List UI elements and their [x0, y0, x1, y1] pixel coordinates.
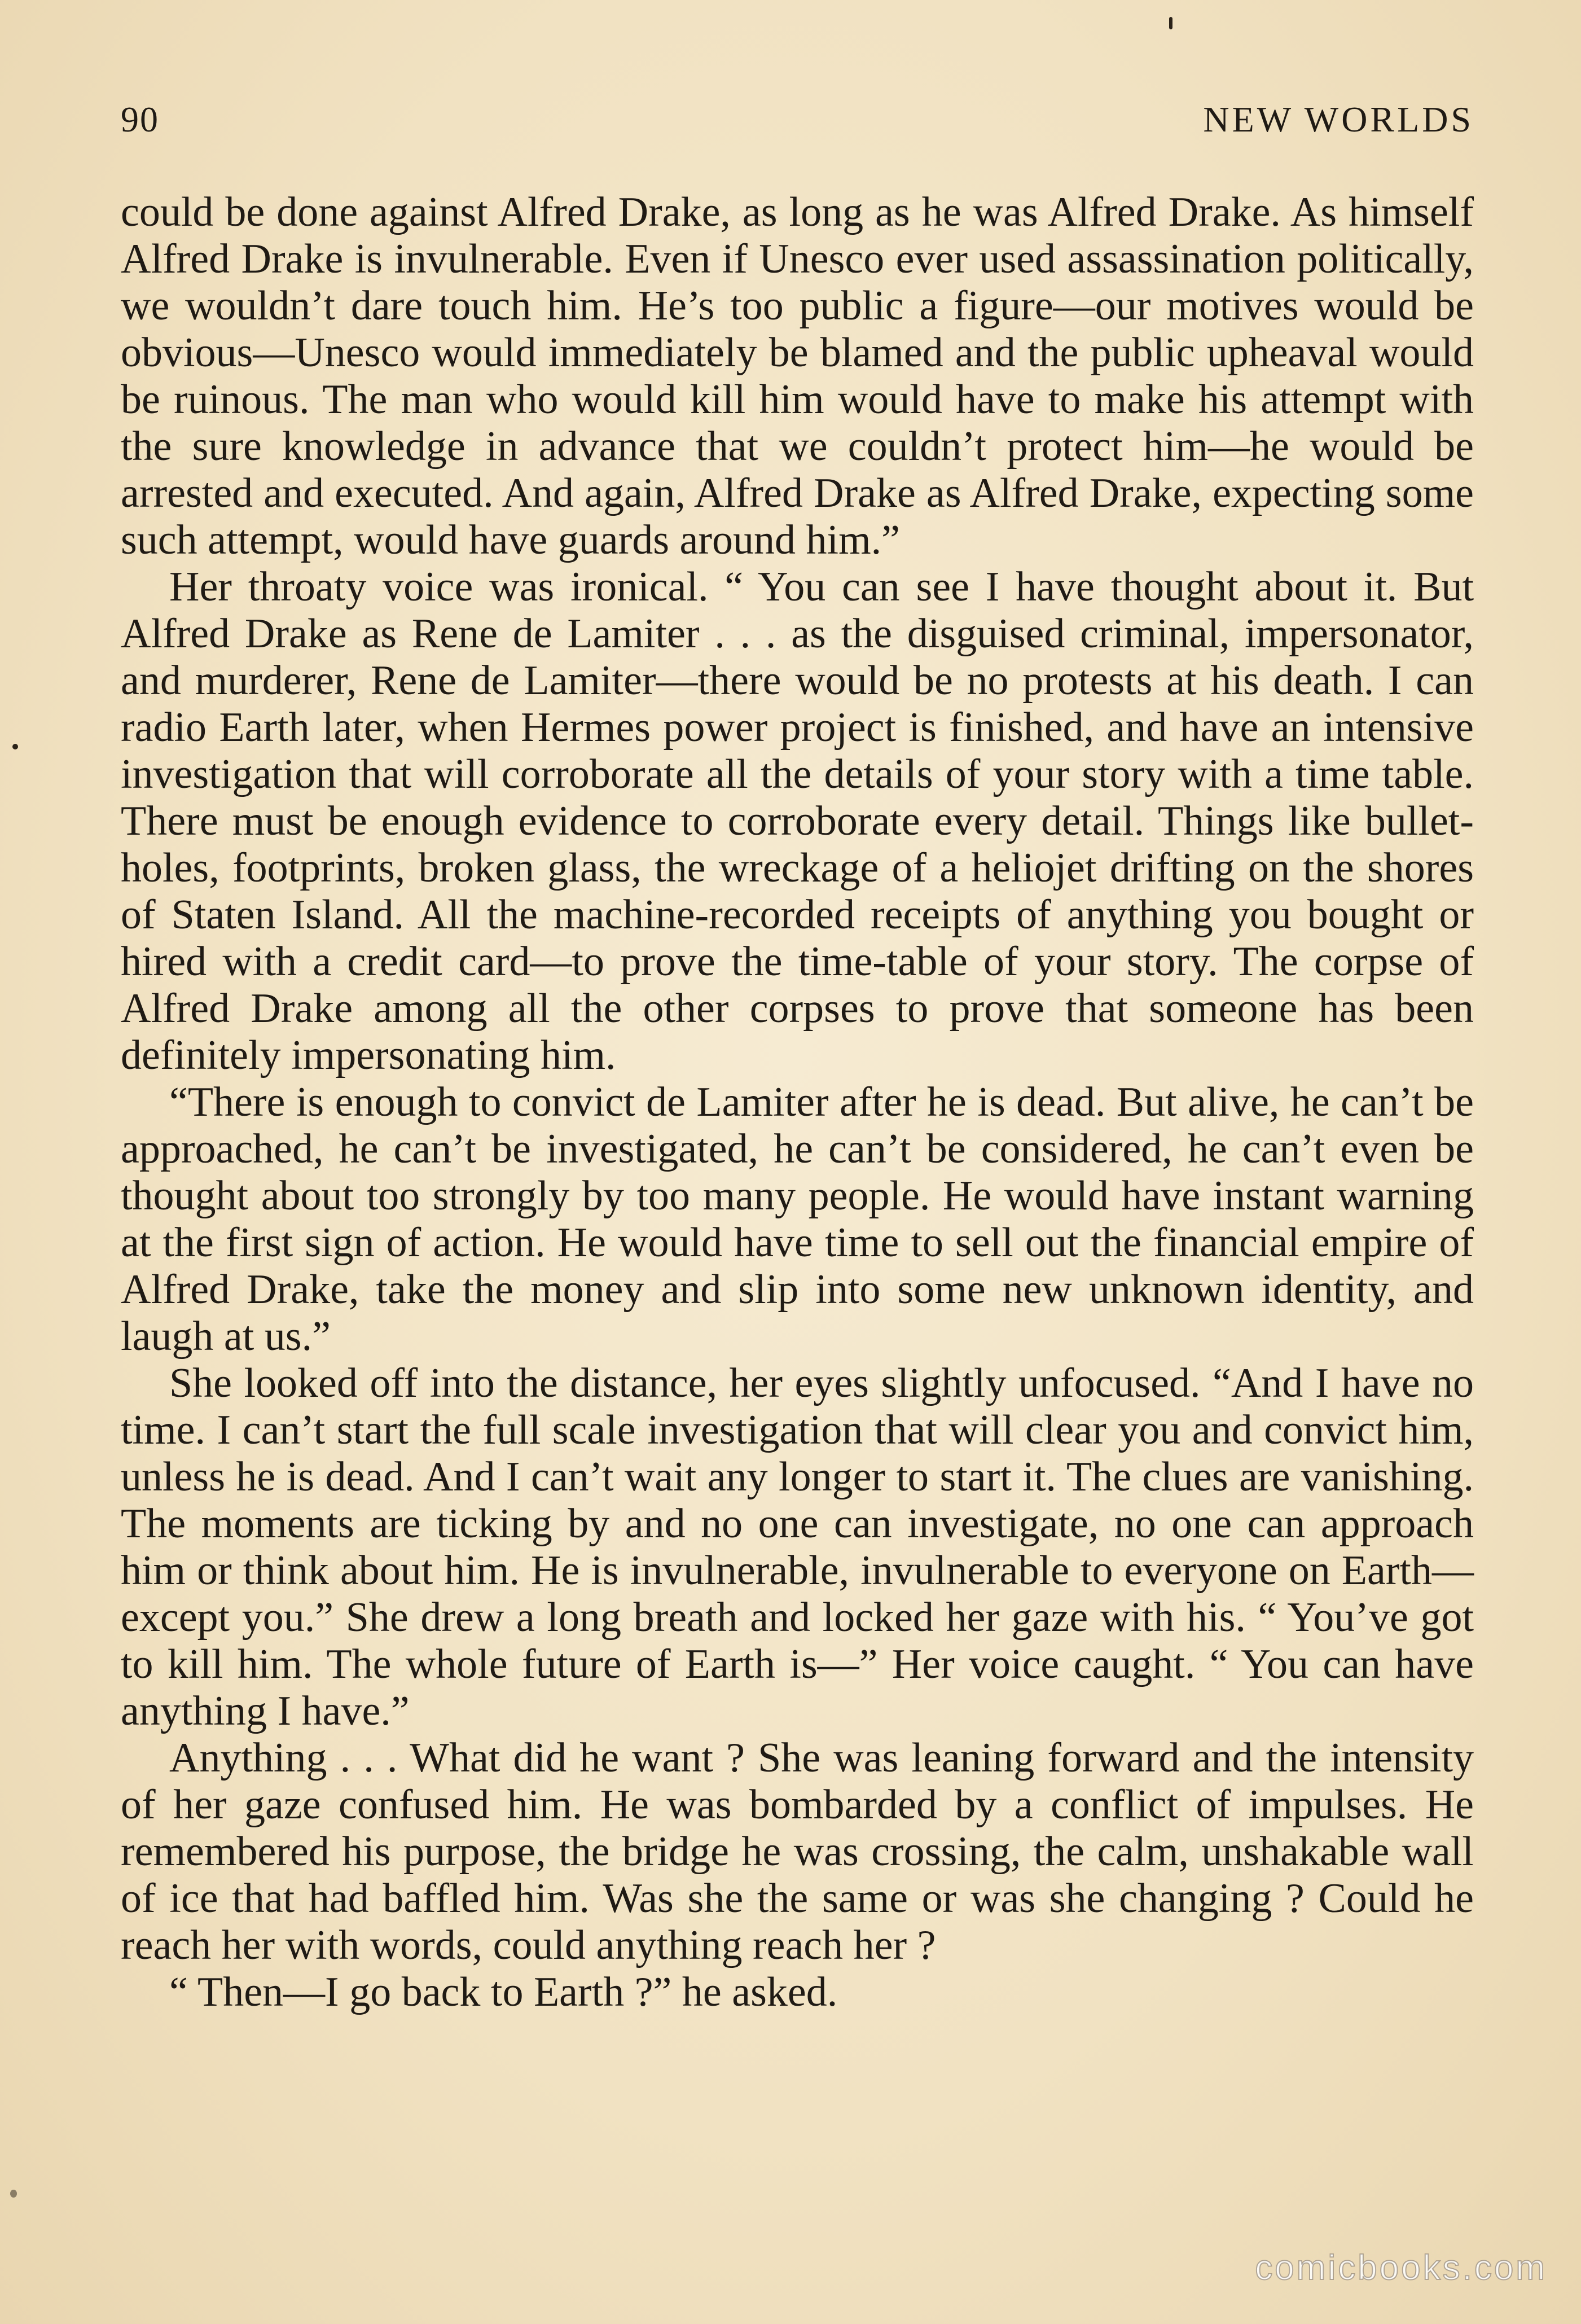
paragraph-6: “ Then—I go back to Earth ?” he asked. [169, 1969, 838, 2015]
paragraph-2: Her throaty voice was ironical. “ You can see I have thought about it. But Alfred Drake as Rene de Lamiter . . . as the disguised criminal, impersonator, and murderer, Rene de Lamiter—there would be no protests at his death. I can radio Earth later, when Hermes power project is finished, and have an intensive investigation that will corroborate all the details of your story with a time table. There must be enough evidence to corroborate every detail. Things like bullet-holes, footprints, broken glass, the wreckage of a heliojet drifting on the shores of Staten Island. All the machine-recorded receipts of anything you bought or hired with a credit card—to prove the time-table of your story. The corpse of Alfred Drake among all the other corpses to prove that someone has been definitely impersonating him. [121, 564, 1474, 1078]
paragraph-1: could be done against Alfred Drake, as long as he was Alfred Drake. As himself Alfred Drake is invulnerable. Even if Unesco ever used assassination politically, we wouldn’t dare touch him. He’s too public a figure—our motives would be obvious—Unesco would immediately be blamed and the public upheaval would be ruinous. The man who would kill him would have to make his attempt with the sure knowledge in advance that we couldn’t protect him—he would be arrested and executed. And again, Alfred Drake as Alfred Drake, expecting some such attempt, would have guards around him.” [121, 189, 1474, 563]
running-title: NEW WORLDS [1203, 99, 1474, 139]
paragraph-4: She looked off into the distance, her eyes slightly unfocused. “And I have no time. I can’t start the full scale investigation that will clear you and convict him, unless he is dead. And I can’t wait any longer to start it. The clues are vanishing. The moments are ticking by and no one can investigate, no one can approach him or think about him. He is invulnerable, invulnerable to everyone on Earth—except you.” She drew a long breath and locked her gaze with his. “ You’ve got to kill him. The whole future of Earth is—” Her voice caught. “ You can have anything I have.” [121, 1360, 1474, 1734]
page-number: 90 [121, 99, 159, 139]
ink-speck [12, 744, 18, 749]
body-text [121, 189, 1474, 2016]
page-header [121, 99, 1474, 150]
ink-speck [1169, 17, 1172, 29]
paragraph-3: “There is enough to convict de Lamiter after he is dead. But alive, he can’t be approached, he can’t be investigated, he can’t be considered, he can’t even be thought about too strongly by too many people. He would have instant warning at the first sign of action. He would have time to sell out the financial empire of Alfred Drake, take the money and slip into some new unknown identity, and laugh at us.” [121, 1079, 1474, 1360]
paragraph-5: Anything . . . What did he want ? She was leaning forward and the intensity of her gaze confused him. He was bombarded by a conflict of impulses. He remembered his purpose, the bridge he was crossing, the calm, unshakable wall of ice that had baffled him. Was she the same or was she changing ? Could he reach her with words, could anything reach her ? [121, 1735, 1474, 1968]
ink-speck [10, 2190, 17, 2198]
watermark: comicbooks.com [1255, 2248, 1547, 2287]
